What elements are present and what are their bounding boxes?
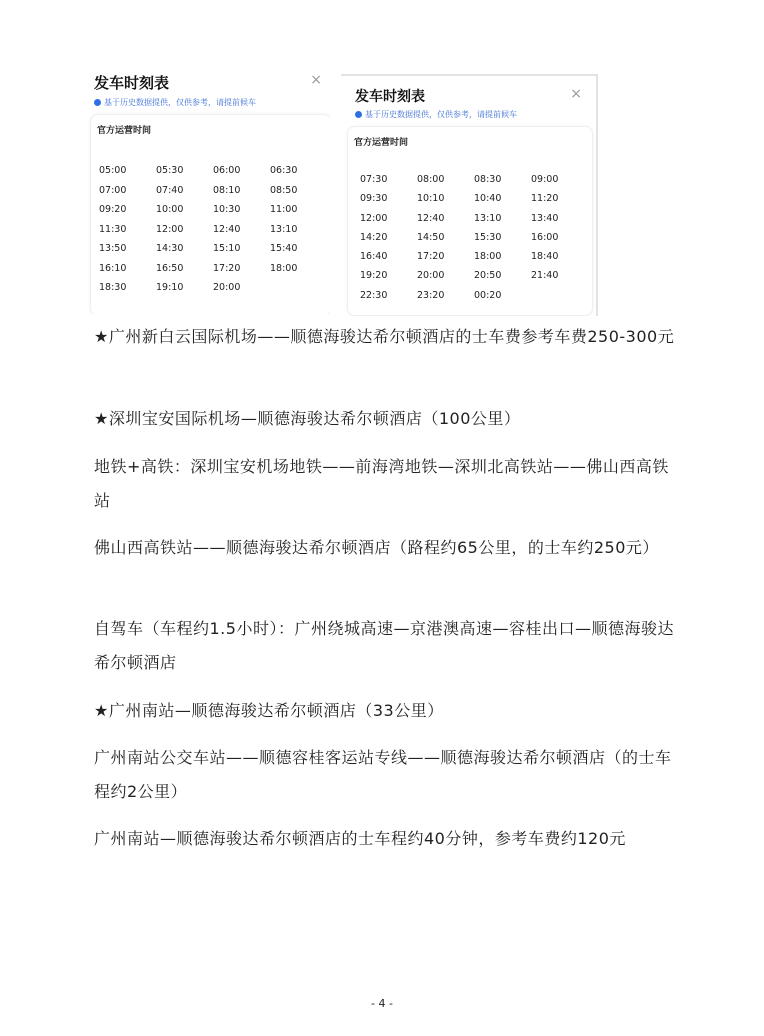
notice-text: 基于历史数据提供，仅供参考，请提前候车 (104, 98, 256, 107)
departure-time: 18:30 (99, 282, 127, 293)
departure-time: 12:00 (360, 212, 388, 224)
departure-time: 13:10 (474, 212, 502, 224)
departure-time: 12:40 (213, 223, 241, 235)
paragraph-self-drive: 自驾车（车程约1.5小时）：广州绕城高速—京港澳高速—容桂出口—顺德海骏达希尔顿酒店 (94, 619, 674, 672)
departure-time: 17:20 (213, 262, 241, 274)
departure-time: 12:00 (156, 223, 184, 235)
notice-text: 基于历史数据提供，仅供参考，请提前候车 (365, 110, 517, 119)
departure-time: 07:00 (99, 184, 127, 196)
departure-time: 17:20 (417, 251, 445, 263)
departure-time: 15:30 (474, 231, 502, 243)
departure-time: 11:30 (99, 223, 127, 235)
departure-time: 12:40 (417, 212, 445, 224)
departure-time: 15:40 (270, 243, 298, 254)
paragraph-bus-route: 广州南站公交车站——顺德容桂客运站专线——顺德海骏达希尔顿酒店（的士车程约2公里） (94, 748, 672, 801)
departure-time: 14:50 (417, 231, 445, 243)
timetable-notice (94, 97, 256, 108)
departure-time: 10:40 (474, 193, 502, 205)
timetable-title: 发车时刻表 (355, 89, 425, 105)
schedule-section-title: 官方运营时间 (354, 138, 409, 148)
departure-time: 05:30 (156, 165, 184, 176)
departure-time: 00:20 (474, 289, 502, 301)
info-icon (355, 111, 362, 118)
departure-time: 16:50 (156, 262, 184, 274)
departure-time: 22:30 (360, 289, 388, 301)
departure-time: 14:30 (156, 243, 184, 254)
departure-time: 14:20 (360, 231, 388, 243)
departure-time: 20:00 (213, 282, 241, 293)
departure-time: 19:10 (156, 282, 184, 293)
departure-time: 15:10 (213, 243, 241, 254)
schedule-card (90, 114, 330, 314)
departure-time: 07:40 (156, 184, 184, 196)
departure-time: 11:20 (531, 193, 559, 205)
paragraph-taxi-info: 广州南站—顺德海骏达希尔顿酒店的士车程约40分钟，参考车费约120元 (94, 829, 626, 848)
departure-time: 23:20 (417, 289, 445, 301)
departure-time: 09:00 (531, 174, 559, 185)
departure-time: 09:30 (360, 193, 388, 205)
paragraph-guangzhou-south: ★广州南站—顺德海骏达希尔顿酒店（33公里） (94, 701, 444, 720)
departure-time: 05:00 (99, 165, 127, 176)
departure-time: 16:00 (531, 231, 559, 243)
close-icon[interactable]: × (570, 86, 582, 102)
departure-time: 18:00 (474, 251, 502, 263)
departure-time: 21:40 (531, 270, 559, 282)
close-icon[interactable]: × (310, 72, 322, 88)
timetable-title: 发车时刻表 (94, 74, 170, 92)
departure-time: 11:00 (270, 204, 298, 215)
departure-times-grid (99, 163, 327, 295)
departure-time: 20:00 (417, 270, 445, 282)
departure-time: 20:50 (474, 270, 502, 282)
departure-time: 18:40 (531, 251, 559, 263)
departure-time: 08:10 (213, 184, 241, 196)
departure-time: 06:30 (270, 165, 298, 176)
departure-time: 06:00 (213, 165, 241, 176)
departure-time: 10:00 (156, 204, 184, 215)
departure-time: 19:20 (360, 270, 388, 282)
departure-time: 13:10 (270, 223, 298, 235)
timetable-screenshot-right (341, 74, 598, 316)
schedule-card (347, 126, 593, 316)
departure-time: 16:10 (99, 262, 127, 274)
departure-time: 07:30 (360, 174, 388, 185)
departure-time: 13:40 (531, 212, 559, 224)
departure-time: 08:00 (417, 174, 445, 185)
departure-time: 08:50 (270, 184, 298, 196)
departure-time: 10:10 (417, 193, 445, 205)
timetable-screenshot-left (86, 68, 330, 314)
departure-time: 16:40 (360, 251, 388, 263)
paragraph-baiyun-airport: ★广州新白云国际机场——顺德海骏达希尔顿酒店的士车费参考车费250-300元 (94, 327, 675, 346)
info-icon (94, 99, 101, 106)
departure-time: 13:50 (99, 243, 127, 254)
paragraph-metro-rail: 地铁+高铁：深圳宝安机场地铁——前海湾地铁—深圳北高铁站——佛山西高铁站 (94, 457, 669, 510)
timetable-notice (355, 109, 517, 120)
paragraph-shenzhen-airport: ★深圳宝安国际机场—顺德海骏达希尔顿酒店（100公里） (94, 409, 521, 428)
departure-time: 18:00 (270, 262, 298, 274)
departure-time: 10:30 (213, 204, 241, 215)
paragraph-foshan-west: 佛山西高铁站——顺德海骏达希尔顿酒店（路程约65公里，的士车约250元） (94, 538, 659, 557)
departure-time: 08:30 (474, 174, 502, 185)
schedule-section-title: 官方运营时间 (97, 126, 152, 136)
page-number: - 4 - (371, 997, 393, 1010)
departure-time: 09:20 (99, 204, 127, 215)
departure-times-grid (360, 172, 588, 303)
